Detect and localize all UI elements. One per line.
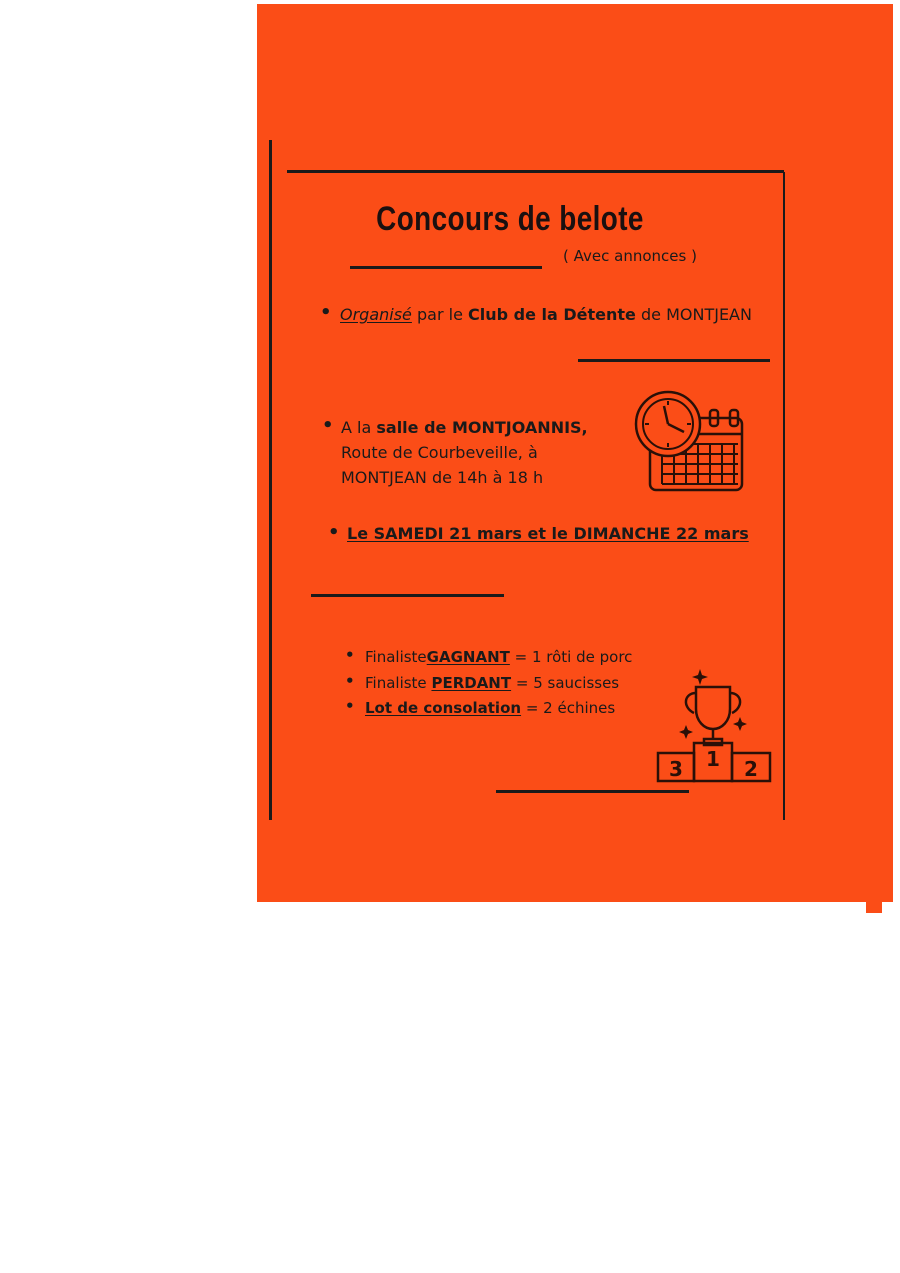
organizer-suffix: de MONTJEAN	[641, 305, 752, 324]
organizer-line	[340, 305, 752, 324]
prize-value: = 1 rôti de porc	[514, 648, 633, 666]
bullet: •	[320, 302, 332, 323]
podium-second: 2	[744, 757, 758, 781]
location-line-1	[341, 418, 588, 437]
divider	[578, 359, 770, 362]
prize-item-consolation	[365, 699, 615, 717]
podium-third: 3	[669, 757, 683, 781]
bullet: •	[328, 522, 340, 543]
divider	[350, 266, 542, 269]
podium-first: 1	[706, 747, 720, 771]
bullet: •	[322, 415, 334, 436]
prize-highlight: GAGNANT	[426, 648, 510, 666]
divider	[311, 594, 504, 597]
organizer-middle: par le	[417, 305, 463, 324]
dates-line	[347, 524, 749, 543]
event-dates: Le SAMEDI 21 mars et le DIMANCHE 22 mars	[347, 524, 749, 543]
clock-calendar-icon	[634, 390, 746, 494]
prize-item-winner	[365, 648, 632, 666]
prize-value: = 5 saucisses	[515, 674, 620, 692]
location-line-3: MONTJEAN de 14h à 18 h	[341, 468, 544, 487]
location-line-2: Route de Courbeveille, à	[341, 443, 538, 462]
prize-label: Finaliste	[365, 674, 427, 692]
bullet: •	[345, 646, 355, 664]
trophy-podium-icon	[656, 665, 774, 783]
prize-highlight: Lot de consolation	[365, 699, 522, 717]
prize-item-loser	[365, 674, 619, 692]
location-prefix: A la	[341, 418, 372, 437]
divider	[496, 790, 689, 793]
flyer-corner	[866, 895, 882, 913]
frame-left-line	[269, 140, 272, 820]
bullet: •	[345, 672, 355, 690]
prize-highlight: PERDANT	[431, 674, 512, 692]
prize-value: = 2 échines	[525, 699, 616, 717]
prize-label: Finaliste	[365, 648, 427, 666]
organizer-prefix: Organisé	[340, 305, 412, 324]
poster-title: Concours de belote	[376, 200, 644, 238]
bullet: •	[345, 697, 355, 715]
poster-subtitle: ( Avec annonces )	[563, 247, 697, 265]
organizer-club: Club de la Détente	[468, 305, 636, 324]
location-venue: salle de MONTJOANNIS,	[376, 418, 588, 437]
frame-right-line	[783, 172, 785, 820]
frame-top-line	[287, 170, 784, 173]
